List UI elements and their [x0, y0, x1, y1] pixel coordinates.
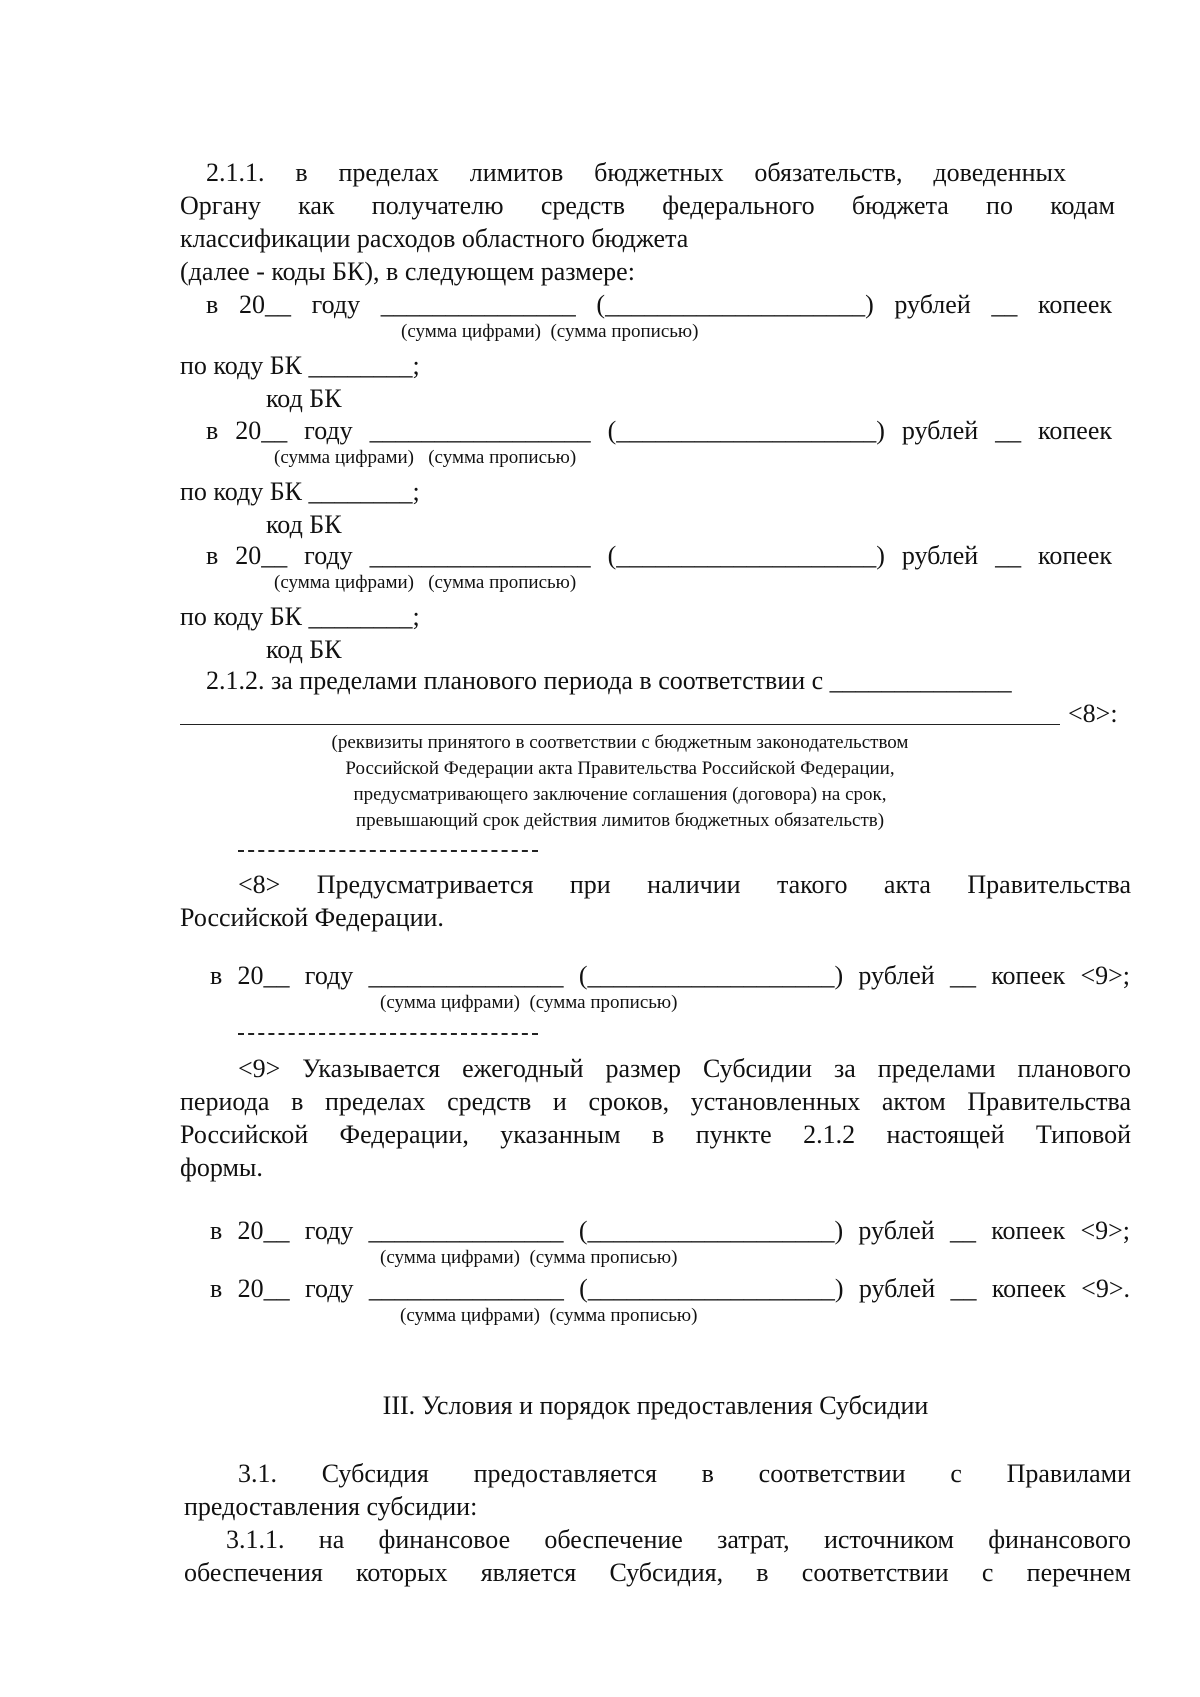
requisites-caption-line-1: (реквизиты принятого в соответствии с бюджетным законодательством	[331, 732, 909, 753]
footnote-9-line-4: формы.	[180, 1153, 263, 1182]
section-2-1-2-line-1: 2.1.2. за пределами планового периода в соответствии с ______________	[206, 666, 1012, 695]
year-row-1-caption: (сумма цифрами) (сумма прописью)	[401, 321, 699, 342]
requisites-caption-line-2: Российской Федерации акта Правительства Российской Федерации,	[345, 758, 895, 779]
year-row-9b-caption: (сумма цифрами) (сумма прописью)	[380, 1247, 678, 1268]
section-2-1-1-line-4: (далее - коды БК), в следующем размере:	[180, 257, 635, 286]
year-row-9a: в 20__ году _______________ (___________________) рублей __ копеек <9>;	[210, 961, 1130, 990]
bk-code-row-3: по коду БК ________;	[180, 602, 420, 631]
bk-code-label-3: код БК	[266, 635, 342, 664]
section-2-1-1-line-2: Органу как получателю средств федерального бюджета по кодам	[180, 191, 1115, 220]
year-row-9c: в 20__ году _______________ (___________________) рублей __ копеек <9>.	[210, 1274, 1130, 1303]
requisites-fill-line	[180, 724, 1060, 725]
year-row-9b: в 20__ году _______________ (___________________) рублей __ копеек <9>;	[210, 1216, 1130, 1245]
section-3-1-line-1: 3.1. Субсидия предоставляется в соответствии с Правилами	[238, 1459, 1131, 1488]
footnote-separator-2	[238, 1033, 538, 1035]
footnote-9-line-2: периода в пределах средств и сроков, установленных актом Правительства	[180, 1087, 1131, 1116]
section-3-1-line-2: предоставления субсидии:	[184, 1492, 478, 1521]
footnote-9-line-3: Российской Федерации, указанным в пункте 2.1.2 настоящей Типовой	[180, 1120, 1131, 1149]
footnote-8-line-1: <8> Предусматривается при наличии такого акта Правительства	[238, 870, 1131, 899]
year-row-3: в 20__ году _________________ (____________________) рублей __ копеек	[206, 541, 1112, 570]
bk-code-label-1: код БК	[266, 384, 342, 413]
year-row-9a-caption: (сумма цифрами) (сумма прописью)	[380, 992, 678, 1013]
section-3-1-1-line-2: обеспечения которых является Субсидия, в соответствии с перечнем	[184, 1558, 1131, 1587]
year-row-2: в 20__ году _________________ (____________________) рублей __ копеек	[206, 416, 1112, 445]
year-row-3-caption: (сумма цифрами) (сумма прописью)	[274, 572, 577, 593]
bk-code-row-2: по коду БК ________;	[180, 477, 420, 506]
section-3-1-1-line-1: 3.1.1. на финансовое обеспечение затрат, источником финансового	[226, 1525, 1131, 1554]
requisites-caption-line-4: превышающий срок действия лимитов бюджетных обязательств)	[355, 810, 885, 831]
year-row-9c-caption: (сумма цифрами) (сумма прописью)	[400, 1305, 698, 1326]
footnote-separator-1	[238, 850, 538, 852]
footnote-ref-8: <8>:	[1068, 699, 1118, 728]
section-2-1-1-line-1: 2.1.1. в пределах лимитов бюджетных обязательств, доведенных	[206, 158, 1066, 187]
footnote-8-line-2: Российской Федерации.	[180, 903, 444, 932]
requisites-caption-line-3: предусматривающего заключение соглашения (договора) на срок,	[353, 784, 887, 805]
bk-code-label-2: код БК	[266, 510, 342, 539]
year-row-1: в 20__ году _______________ (____________________) рублей __ копеек	[206, 290, 1112, 319]
section-3-heading: III. Условия и порядок предоставления Субсидии	[382, 1391, 929, 1420]
bk-code-row-1: по коду БК ________;	[180, 351, 420, 380]
year-row-2-caption: (сумма цифрами) (сумма прописью)	[274, 447, 577, 468]
footnote-9-line-1: <9> Указывается ежегодный размер Субсидии за пределами планового	[238, 1054, 1131, 1083]
section-2-1-1-line-3: классификации расходов областного бюджета	[180, 224, 689, 253]
